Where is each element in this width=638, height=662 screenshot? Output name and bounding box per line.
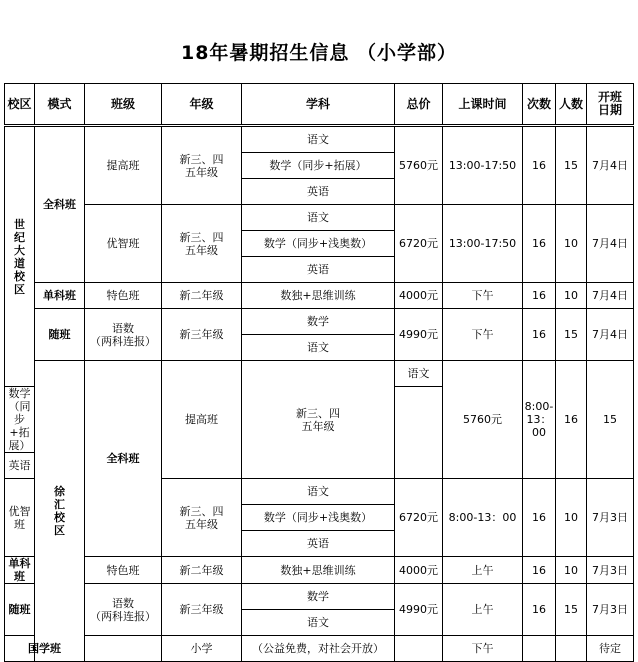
time-cell: 上午 <box>443 584 523 636</box>
time-cell: 8:00-13：00 <box>523 361 556 479</box>
people-cell: 10 <box>556 479 587 557</box>
price-cell: 6720元 <box>395 205 443 283</box>
time-cell: 8:00-13：00 <box>443 479 523 557</box>
grade-cell: 新三、四 五年级 <box>162 205 242 283</box>
time-cell: 13:00-17:50 <box>443 126 523 205</box>
sessions-cell <box>523 636 556 662</box>
header-subject: 学科 <box>242 84 395 126</box>
campus-name-2: 徐 汇 校 区 <box>35 361 85 662</box>
header-row <box>5 84 634 126</box>
mode-cell: 单科班 <box>35 283 85 309</box>
price-cell: 5760元 <box>395 126 443 205</box>
table-row <box>5 584 634 610</box>
subject-cell: 数独+思维训练 <box>242 283 395 309</box>
start-cell: 7月3日 <box>587 584 634 636</box>
start-cell: 7月4日 <box>587 126 634 205</box>
table-row <box>5 361 634 387</box>
sessions-cell: 16 <box>523 557 556 584</box>
time-cell: 上午 <box>443 557 523 584</box>
start-cell: 7月4日 <box>587 309 634 361</box>
subject-cell: 英语 <box>242 531 395 557</box>
time-cell: 13:00-17:50 <box>443 205 523 283</box>
table-row <box>5 636 634 662</box>
subject-cell: 英语 <box>5 453 35 479</box>
start-cell: 待定 <box>587 636 634 662</box>
time-cell: 下午 <box>443 283 523 309</box>
sessions-cell: 16 <box>523 584 556 636</box>
header-start-line2: 日期 <box>597 103 622 117</box>
sessions-cell: 16 <box>523 126 556 205</box>
class-cell: 特色班 <box>85 557 162 584</box>
time-cell: 下午 <box>443 636 523 662</box>
start-cell: 7月4日 <box>587 205 634 283</box>
price-cell: 4000元 <box>395 557 443 584</box>
class-cell: 语数 （两科连报） <box>85 584 162 636</box>
header-price: 总价 <box>395 84 443 126</box>
header-sessions: 次数 <box>523 84 556 126</box>
class-cell: 优智班 <box>85 205 162 283</box>
price-cell: 6720元 <box>395 479 443 557</box>
price-cell: 4000元 <box>395 283 443 309</box>
sessions-cell: 16 <box>523 479 556 557</box>
enrollment-table <box>4 83 634 662</box>
header-grade: 年级 <box>162 84 242 126</box>
class-cell: 优智班 <box>5 479 35 557</box>
subject-cell: 数学（同步+浅奥数） <box>242 231 395 257</box>
subject-cell: 数学 <box>242 584 395 610</box>
subject-cell: 语文 <box>242 205 395 231</box>
subject-cell: 数独+思维训练 <box>242 557 395 584</box>
subject-cell: 数学（同步+拓展） <box>5 387 35 453</box>
price-cell: 5760元 <box>443 361 523 479</box>
subject-cell: （公益免费，对社会开放） <box>242 636 395 662</box>
mode-cell: 国学班 <box>5 636 85 662</box>
campus-name-1: 世 纪 大 道 校 区 <box>5 126 35 387</box>
sessions-cell: 16 <box>523 205 556 283</box>
people-cell: 15 <box>556 584 587 636</box>
table-row <box>5 557 634 584</box>
people-cell <box>556 636 587 662</box>
people-cell: 10 <box>556 283 587 309</box>
subject-cell: 英语 <box>242 257 395 283</box>
page-title: 18年暑期招生信息 （小学部） <box>180 42 458 64</box>
people-cell: 15 <box>556 309 587 361</box>
mode-cell: 随班 <box>35 309 85 361</box>
class-cell: 提高班 <box>85 126 162 205</box>
class-cell: 提高班 <box>162 361 242 479</box>
header-mode: 模式 <box>35 84 85 126</box>
table-row <box>5 309 634 335</box>
subject-cell: 英语 <box>242 179 395 205</box>
sessions-cell: 16 <box>556 361 587 479</box>
start-cell: 7月3日 <box>587 479 634 557</box>
subject-cell: 数学 <box>242 309 395 335</box>
grade-cell: 新三、四 五年级 <box>162 479 242 557</box>
people-cell: 10 <box>556 205 587 283</box>
table-row <box>5 283 634 309</box>
price-cell <box>395 636 443 662</box>
mode-cell: 全科班 <box>85 361 162 557</box>
grade-cell: 小学 <box>162 636 242 662</box>
mode-cell: 单科班 <box>5 557 35 584</box>
subject-cell: 语文 <box>242 335 395 361</box>
header-start <box>587 84 634 126</box>
header-time: 上课时间 <box>443 84 523 126</box>
start-cell: 7月4日 <box>587 283 634 309</box>
people-cell: 10 <box>556 557 587 584</box>
subject-cell: 语文 <box>242 610 395 636</box>
grade-cell: 新三、四 五年级 <box>162 126 242 205</box>
table-row <box>5 205 634 231</box>
header-start-line1: 开班 <box>597 90 622 104</box>
class-cell <box>85 636 162 662</box>
subject-cell: 语文 <box>242 126 395 153</box>
mode-cell: 全科班 <box>35 126 85 283</box>
sessions-cell: 16 <box>523 309 556 361</box>
header-class: 班级 <box>85 84 162 126</box>
grade-cell: 新二年级 <box>162 557 242 584</box>
sessions-cell: 16 <box>523 283 556 309</box>
subject-cell: 语文 <box>395 361 443 387</box>
table-row <box>5 126 634 153</box>
people-cell: 15 <box>556 126 587 205</box>
class-cell: 语数 （两科连报） <box>85 309 162 361</box>
header-people: 人数 <box>556 84 587 126</box>
price-cell: 4990元 <box>395 309 443 361</box>
header-campus: 校区 <box>5 84 35 126</box>
subject-cell: 数学（同步+浅奥数） <box>242 505 395 531</box>
grade-cell: 新三年级 <box>162 584 242 636</box>
start-cell: 7月3日 <box>587 557 634 584</box>
price-cell: 4990元 <box>395 584 443 636</box>
class-cell: 特色班 <box>85 283 162 309</box>
people-cell: 15 <box>587 361 634 479</box>
grade-cell: 新三、四 五年级 <box>242 361 395 479</box>
grade-cell: 新三年级 <box>162 309 242 361</box>
grade-cell: 新二年级 <box>162 283 242 309</box>
subject-cell: 数学（同步+拓展） <box>242 153 395 179</box>
time-cell: 下午 <box>443 309 523 361</box>
subject-cell: 语文 <box>242 479 395 505</box>
mode-cell: 随班 <box>5 584 35 636</box>
